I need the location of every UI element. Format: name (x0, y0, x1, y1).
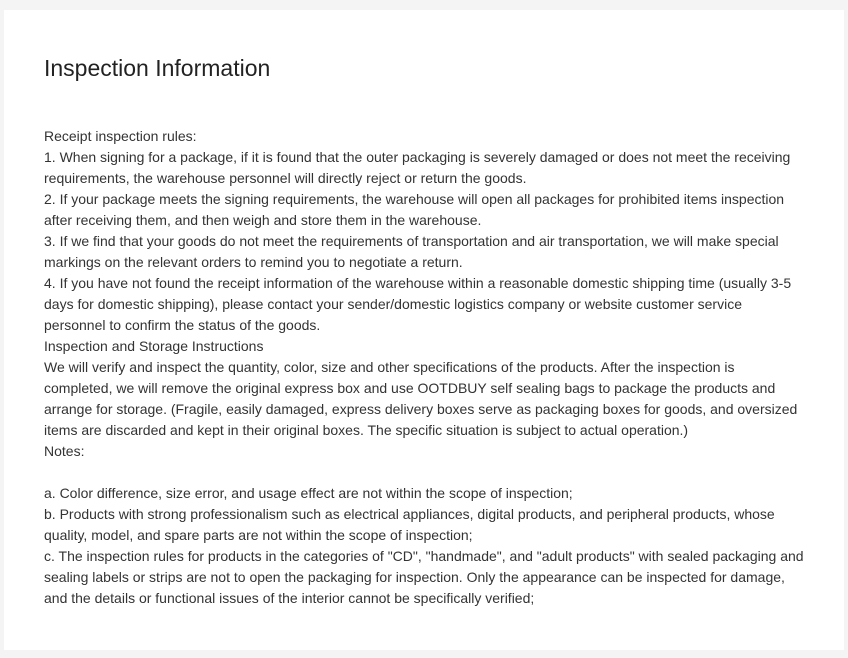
rules-heading-receipt: Receipt inspection rules: (44, 128, 197, 144)
note-line: a. Color difference, size error, and usage effect are not within the scope of inspection; (44, 485, 573, 501)
page-title: Inspection Information (44, 55, 271, 81)
storage-line: arrange for storage. (Fragile, easily damaged, express delivery boxes serve as packaging boxes for goods, and oversized (44, 401, 798, 417)
blank-line (44, 462, 814, 483)
rule-line: requirements, the warehouse personnel will directly reject or return the goods. (44, 170, 527, 186)
rule-line: 4. If you have not found the receipt information of the warehouse within a reasonable domestic shipping time (usually 3-5 (44, 275, 792, 291)
storage-line: We will verify and inspect the quantity, color, size and other specifications of the products. After the inspection is (44, 359, 735, 375)
rule-line: 1. When signing for a package, if it is found that the outer packaging is severely damaged or does not meet the receiving (44, 149, 791, 165)
note-line: sealing labels or strips are not to open the packaging for inspection. Only the appearance can be inspected for damage, (44, 569, 785, 585)
rule-line: 3. If we find that your goods do not meet the requirements of transportation and air transportation, we will make special (44, 233, 779, 249)
rule-line: after receiving them, and then weigh and store them in the warehouse. (44, 212, 482, 228)
rules-heading-storage: Inspection and Storage Instructions (44, 338, 264, 354)
inspection-info-card (4, 10, 844, 650)
note-line: c. The inspection rules for products in the categories of "CD", "handmade", and "adult products" with sealed packaging and (44, 548, 804, 564)
rule-line: personnel to confirm the status of the goods. (44, 317, 321, 333)
note-line: b. Products with strong professionalism such as electrical appliances, digital products, and peripheral products, whose (44, 506, 775, 522)
notes-heading: Notes: (44, 443, 85, 459)
rule-line: markings on the relevant orders to remind you to negotiate a return. (44, 254, 463, 270)
storage-line: completed, we will remove the original express box and use OOTDBUY self sealing bags to package the products and (44, 380, 776, 396)
note-line: and the details or functional issues of the interior cannot be specifically verified; (44, 590, 535, 606)
inspection-rules-text (44, 126, 814, 609)
note-line: quality, model, and spare parts are not within the scope of inspection; (44, 527, 473, 543)
rule-line: days for domestic shipping), please contact your sender/domestic logistics company or website customer service (44, 296, 742, 312)
rule-line: 2. If your package meets the signing requirements, the warehouse will open all packages for prohibited items inspection (44, 191, 785, 207)
storage-line: items are discarded and kept in their original boxes. The specific situation is subject to actual operation.) (44, 422, 689, 438)
